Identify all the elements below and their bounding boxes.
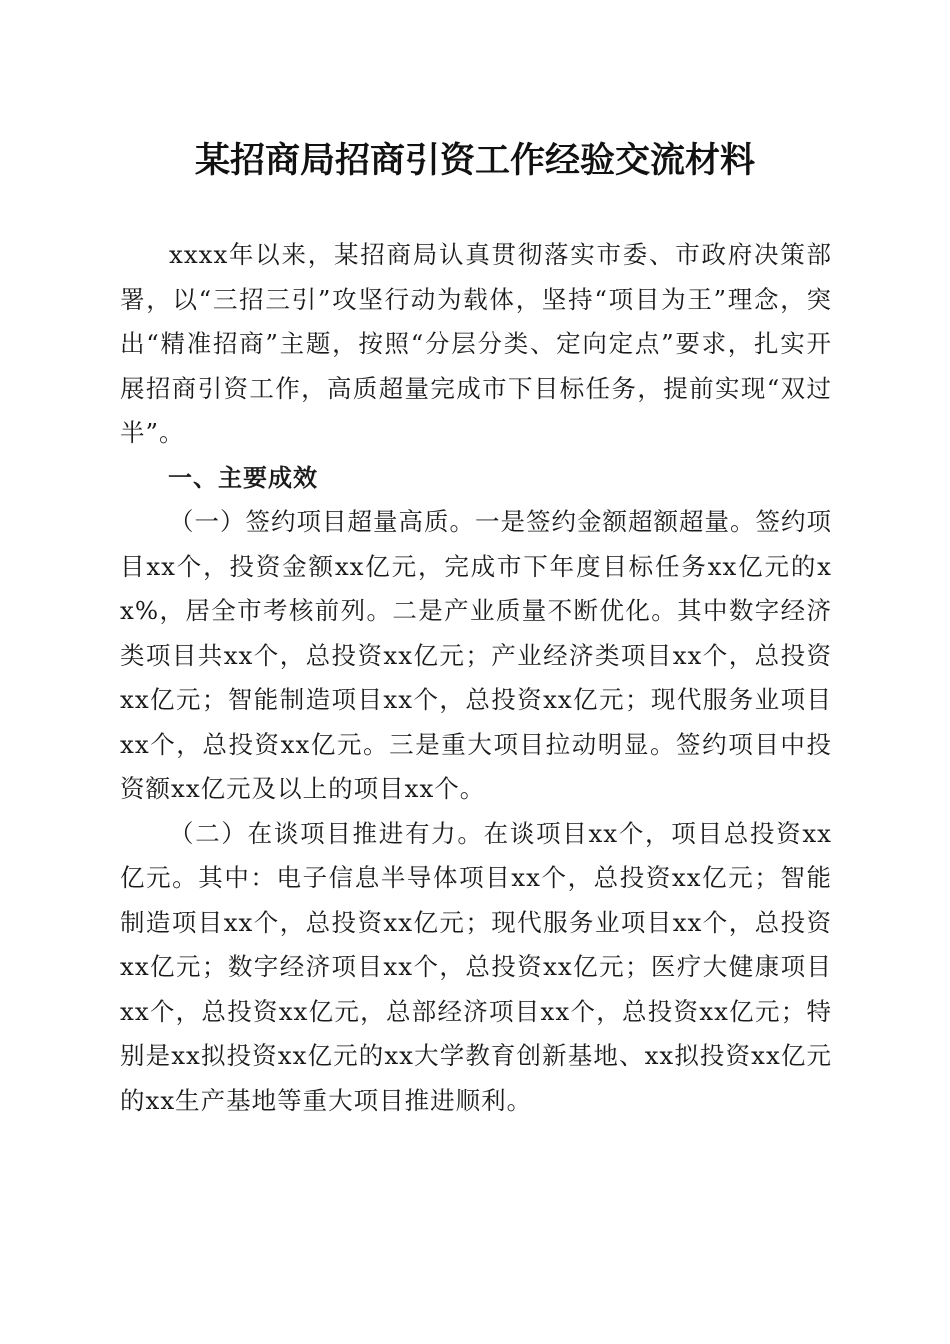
subheading-negotiating-projects: （二）在谈项目推进有力。	[169, 818, 484, 848]
document-title: 某招商局招商引资工作经验交流材料	[194, 140, 755, 181]
document-body	[120, 233, 832, 1123]
paragraph-signed-projects	[120, 500, 832, 812]
paragraph-negotiating-projects-text: 在谈项目xx个，项目总投资xx亿元。其中：电子信息半导体项目xx个，总投资xx亿元；智能制造项目xx个，总投资xx亿元；现代服务业项目xx个，总投资xx亿元；数字经济项目xx个，总投资xx亿元；医疗大健康项目xx个，总投资xx亿元，总部经济项目xx个，总投资xx亿元；特别是xx拟投资xx亿元的xx大学教育创新基地、xx拟投资xx亿元的xx生产基地等重大项目推进顺利。	[120, 818, 832, 1115]
section-heading-main-results: 一、主要成效	[168, 463, 318, 492]
subheading-signed-projects: （一）签约项目超量高质。	[169, 507, 475, 536]
paragraph-negotiating-projects	[120, 812, 832, 1124]
intro-paragraph: xxxx年以来，某招商局认真贯彻落实市委、市政府决策部署，以“三招三引”攻坚行动为载体，坚持“项目为王”理念，突出“精准招商”主题，按照“分层分类、定向定点”要求，扎实开展招商引资工作，高质超量完成市下目标任务，提前实现“双过半”。	[120, 240, 832, 447]
paragraph-signed-projects-text: 一是签约金额超额超量。签约项目xx个，投资金额xx亿元，完成市下年度目标任务xx亿元的xx%，居全市考核前列。二是产业质量不断优化。其中数字经济类项目共xx个，总投资xx亿元；产业经济类项目xx个，总投资xx亿元；智能制造项目xx个，总投资xx亿元；现代服务业项目xx个，总投资xx亿元。三是重大项目拉动明显。签约项目中投资额xx亿元及以上的项目xx个。	[120, 507, 832, 803]
